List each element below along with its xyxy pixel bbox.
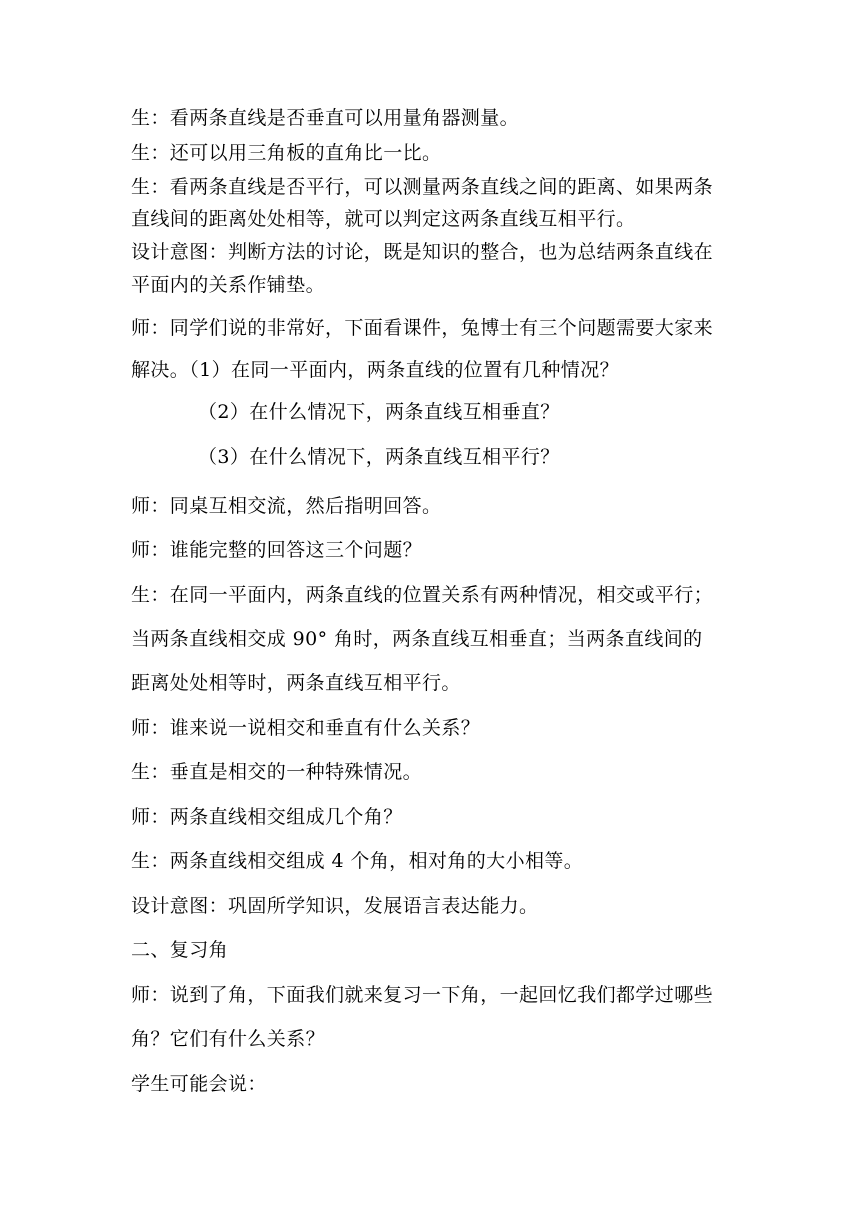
paragraph-line: 师：说到了角，下面我们就来复习一下角，一起回忆我们都学过哪些 (131, 984, 714, 1006)
paragraph-line: 师：谁能完整的回答这三个问题？ (131, 539, 423, 561)
paragraph-line: 师：两条直线相交组成几个角？ (131, 806, 403, 828)
question-line: （3）在什么情况下，两条直线互相平行？ (198, 446, 560, 468)
paragraph-line: 当两条直线相交成 90° 角时，两条直线互相垂直；当两条直线间的 (131, 628, 703, 650)
paragraph-line: 生：看两条直线是否垂直可以用量角器测量。 (131, 107, 520, 129)
paragraph-line: 角？它们有什么关系？ (131, 1028, 326, 1050)
paragraph-line: 师：同桌互相交流，然后指明回答。 (131, 495, 442, 517)
question-line: （2）在什么情况下，两条直线互相垂直？ (198, 401, 560, 423)
paragraph-line: 直线间的距离处处相等，就可以判定这两条直线互相平行。 (131, 208, 636, 230)
paragraph-line: 生：还可以用三角板的直角比一比。 (131, 142, 442, 164)
paragraph-line: 生：在同一平面内，两条直线的位置关系有两种情况，相交或平行； (131, 584, 714, 606)
paragraph-line: 学生可能会说： (131, 1073, 267, 1095)
paragraph-line: 生：两条直线相交组成 4 个角，相对角的大小相等。 (131, 850, 584, 872)
paragraph-line: 解决。（1）在同一平面内，两条直线的位置有几种情况？ (131, 359, 619, 381)
paragraph-line: 师：同学们说的非常好，下面看课件，兔博士有三个问题需要大家来 (131, 317, 714, 339)
paragraph-line: 设计意图：判断方法的讨论，既是知识的整合，也为总结两条直线在 (131, 241, 714, 263)
paragraph-line: 师：谁来说一说相交和垂直有什么关系？ (131, 717, 481, 739)
paragraph-line: 设计意图：巩固所学知识，发展语言表达能力。 (131, 895, 539, 917)
paragraph-line: 距离处处相等时，两条直线互相平行。 (131, 672, 461, 694)
paragraph-line: 生：看两条直线是否平行，可以测量两条直线之间的距离、如果两条 (131, 176, 714, 198)
paragraph-line: 生：垂直是相交的一种特殊情况。 (131, 761, 423, 783)
paragraph-line: 平面内的关系作铺垫。 (131, 274, 326, 296)
section-heading: 二、复习角 (131, 939, 229, 961)
